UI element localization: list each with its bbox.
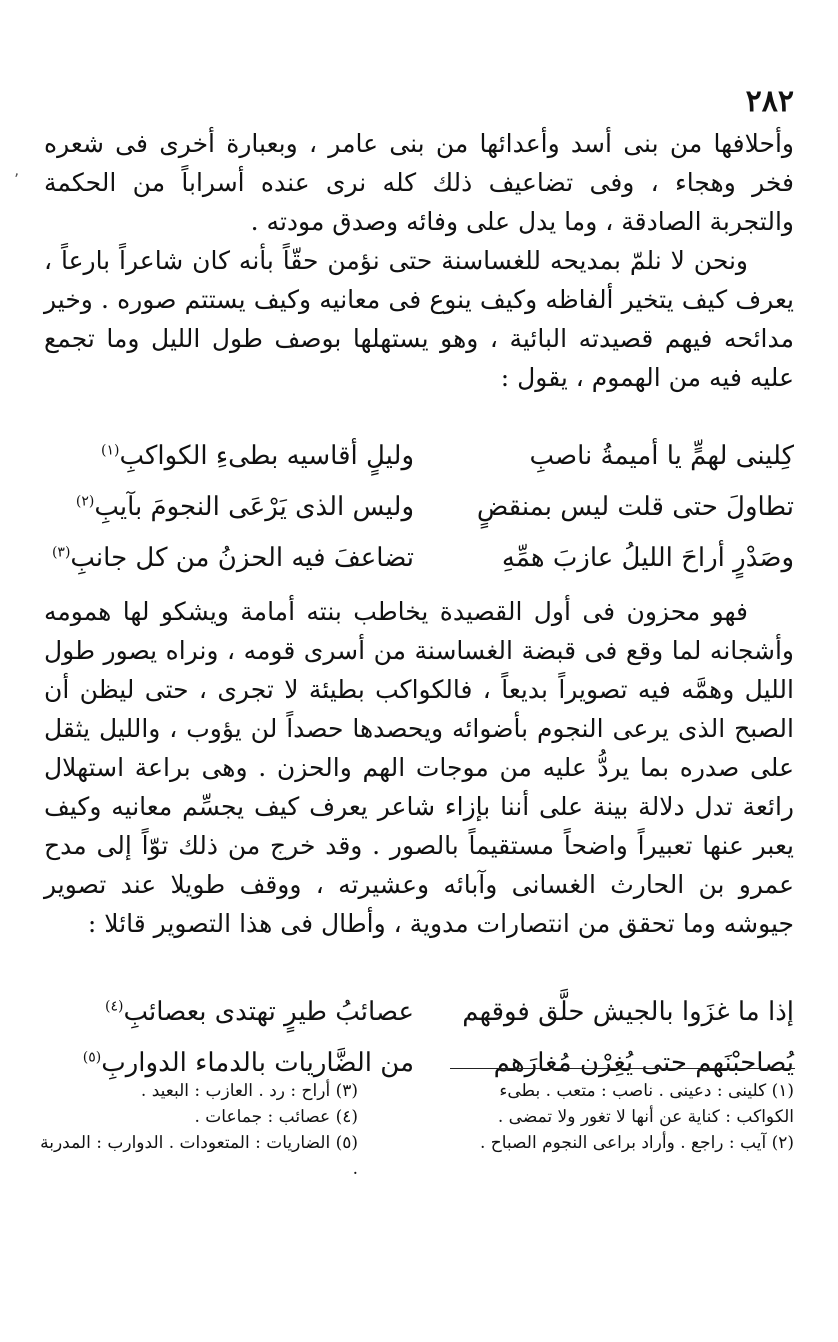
second-hemistich: وليلٍ أقاسيه بطىءِ الكواكبِ$^{(١)}$: [101, 440, 414, 471]
second-hemistich: تضاعفَ فيه الحزنُ من كل جانبِ$^{(٣)}$: [51, 542, 414, 573]
first-hemistich: وصَدْرٍ أراحَ الليلُ عازبَ همِّهِ: [501, 542, 794, 573]
verse-block: [44, 430, 794, 583]
first-hemistich: يُصاحبْنَهم حتى يُغِرْن مُغارَهم: [493, 1047, 794, 1078]
paragraph: فهو محزون فى أول القصيدة يخاطب بنته أمامة ويشكو لها همومه وأشجانه لما وقع فى قبضة الغساسنة من أسرى قومه ، ونراه يصور طول الليل وهمَّه فيه تصويراً بديعاً ، فالكواكب بطيئة لا تجرى ، حتى ليظن أن الصبح الذى يرعى النجوم بأضوائه ويحصدها حصداً لن يؤوب ، والليل يثقل على صدره بما يردُّ عليه من موجات الهم والحزن . وهى براعة استهلال رائعة تدل دلالة بينة على أننا بإزاء شاعر يعرف كيف يجسِّم معانيه وكيف يعبر عنها تعبيراً واضحاً مستقيماً بالصور . وقد خرج من ذلك توّاً إلى مدح عمرو بن الحارث الغسانى وآبائه وعشيرته ، ووقف طويلا عند تصوير جيوشه وما تحقق من انتصارات مدوية ، وأطال فى هذا التصوير قائلا :: [44, 597, 794, 938]
footnote-ref: (٢): [75, 492, 95, 509]
footnote: (٣) أراح : رد . العازب : البعيد .: [140, 1081, 358, 1101]
footnote: (٥) الضاريات : المتعودات . الدوارب : المدربة .: [40, 1133, 358, 1179]
second-hemistich: من الضَّاريات بالدماء الدواربِ$^{(٥)}$: [82, 1047, 414, 1078]
footnote-ref: (٤): [105, 997, 124, 1014]
first-hemistich: كِلينى لهمٍّ يا أميمةُ ناصبِ: [529, 440, 794, 471]
footnote-ref: (٥): [82, 1048, 102, 1065]
footnote-ref: (١): [101, 441, 120, 458]
first-hemistich: تطاولَ حتى قلت ليس بمنقضٍ: [476, 491, 794, 522]
footnotes-right: [444, 1078, 794, 1156]
first-hemistich: إذا ما غزَوا بالجيش حلَّق فوقهم: [462, 996, 794, 1027]
footnote: (١) كلينى : دعينى . ناصب : متعب . بطىء الكواكب : كناية عن أنها لا تغور ولا تمضى .: [497, 1081, 794, 1127]
footnote-divider: [450, 1068, 795, 1069]
paragraph: وأحلافها من بنى أسد وأعدائها من بنى عامر ، وبعبارة أخرى فى شعره فخر وهجاء ، وفى تضاعيف ذلك كله نرى عنده أسراباً من الحكمة والتجربة الصادقة ، وما يدل على وفائه وصدق مودته .: [44, 129, 794, 236]
analysis-text: [44, 592, 794, 943]
verse-line: [44, 430, 794, 481]
footnote-ref: (٣): [51, 543, 71, 560]
page-number: ٢٨٢: [745, 84, 794, 119]
intro-text: [44, 124, 794, 397]
verse-block: [44, 986, 794, 1088]
margin-mark: ٬: [14, 170, 20, 189]
footnotes-left: [38, 1078, 358, 1182]
verse-line: [44, 532, 794, 583]
footnote: (٤) عصائب : جماعات .: [194, 1107, 358, 1127]
verse-line: [44, 986, 794, 1037]
second-hemistich: وليس الذى يَرْعَى النجومَ بآيبِ$^{(٢)}$: [75, 491, 414, 522]
second-hemistich: عصائبُ طيرٍ تهتدى بعصائبِ$^{(٤)}$: [105, 996, 414, 1027]
footnote: (٢) آيب : راجع . وأراد براعى النجوم الصباح .: [479, 1133, 794, 1153]
paragraph: ونحن لا نلمّ بمديحه للغساسنة حتى نؤمن حقّاً بأنه كان شاعراً بارعاً ، يعرف كيف يتخير ألفاظه وكيف ينوع فى معانيه وكيف يستتم صوره . وخير مدائحه فيهم قصيدته البائية ، وهو يستهلها بوصف طول الليل وما تجمع عليه فيه من الهموم ، يقول :: [44, 246, 794, 392]
verse-line: [44, 481, 794, 532]
